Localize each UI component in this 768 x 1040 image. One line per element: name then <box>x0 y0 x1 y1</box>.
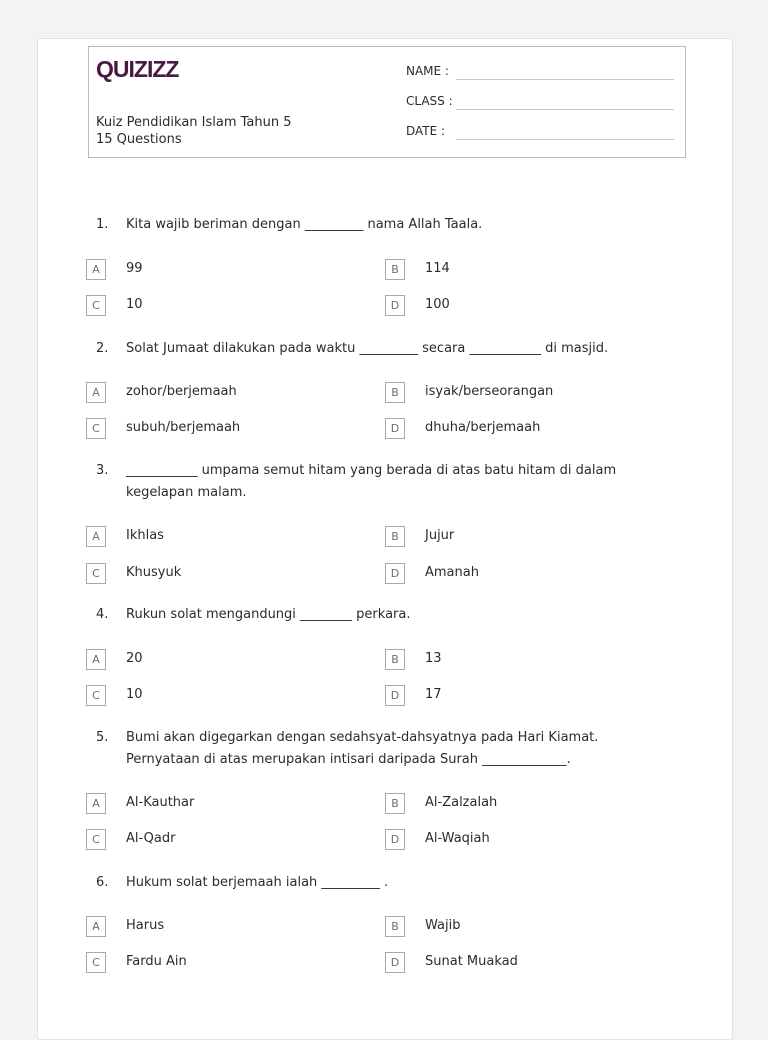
question-text <box>126 727 686 771</box>
option-text: 10 <box>126 687 143 702</box>
option-text: 114 <box>425 261 450 276</box>
option-text: 100 <box>425 297 450 312</box>
question-number: 6. <box>96 875 109 890</box>
option-letter-box: B <box>385 793 405 814</box>
option-letter-box: C <box>86 685 106 706</box>
question-number: 2. <box>96 341 109 356</box>
option-letter-box: A <box>86 259 106 280</box>
option-text: 20 <box>126 651 143 666</box>
date-label: DATE : <box>406 124 446 138</box>
worksheet-header <box>88 46 686 158</box>
option-text: 99 <box>126 261 143 276</box>
class-label: CLASS : <box>406 94 453 108</box>
option-text: Al-Zalzalah <box>425 795 498 810</box>
option-letter-box: B <box>385 382 405 403</box>
question-number: 4. <box>96 607 109 622</box>
option-letter-box: D <box>385 829 405 850</box>
option-text: 13 <box>425 651 442 666</box>
option-text: Khusyuk <box>126 565 182 580</box>
question-number: 1. <box>96 217 109 232</box>
question-text: Solat Jumaat dilakukan pada waktu _________ secara ___________ di masjid. <box>126 341 609 356</box>
option-letter-box: A <box>86 916 106 937</box>
option-letter-box: D <box>385 563 405 584</box>
question-text-line-1: Bumi akan digegarkan dengan sedahsyat-dahsyatnya pada Hari Kiamat. <box>126 730 599 745</box>
option-text: Amanah <box>425 565 479 580</box>
name-line[interactable] <box>456 79 674 80</box>
option-letter-box: D <box>385 952 405 973</box>
option-letter-box: C <box>86 418 106 439</box>
option-text: Sunat Muakad <box>425 954 518 969</box>
option-letter-box: A <box>86 793 106 814</box>
name-field[interactable] <box>406 64 449 78</box>
date-field[interactable] <box>406 124 445 138</box>
worksheet-page <box>37 38 733 1040</box>
option-letter-box: C <box>86 952 106 973</box>
option-text: 17 <box>425 687 442 702</box>
question-count: 15 Questions <box>96 132 182 147</box>
option-text: Al-Waqiah <box>425 831 490 846</box>
option-text: isyak/berseorangan <box>425 384 554 399</box>
option-text: Al-Kauthar <box>126 795 195 810</box>
option-text: Jujur <box>425 528 455 543</box>
question-text: Hukum solat berjemaah ialah _________ . <box>126 875 389 890</box>
option-text: Ikhlas <box>126 528 164 543</box>
option-letter-box: A <box>86 649 106 670</box>
option-letter-box: B <box>385 916 405 937</box>
quiz-title: Kuiz Pendidikan Islam Tahun 5 <box>96 115 292 130</box>
option-letter-box: B <box>385 259 405 280</box>
option-letter-box: D <box>385 685 405 706</box>
option-letter-box: C <box>86 295 106 316</box>
option-text: Fardu Ain <box>126 954 187 969</box>
option-text: dhuha/berjemaah <box>425 420 541 435</box>
question-text: ___________ umpama semut hitam yang berada di atas batu hitam di dalam kegelapan malam. <box>126 463 617 500</box>
question-number: 5. <box>96 730 109 745</box>
option-letter-box: C <box>86 563 106 584</box>
option-text: subuh/berjemaah <box>126 420 241 435</box>
option-text: 10 <box>126 297 143 312</box>
option-letter-box: D <box>385 295 405 316</box>
question-text: Rukun solat mengandungi ________ perkara. <box>126 607 411 622</box>
option-text: Al-Qadr <box>126 831 176 846</box>
option-letter-box: A <box>86 382 106 403</box>
option-text: zohor/berjemaah <box>126 384 237 399</box>
question-text-line-2: Pernyataan di atas merupakan intisari daripada Surah _____________. <box>126 752 571 767</box>
class-field[interactable] <box>406 94 453 108</box>
option-letter-box: A <box>86 526 106 547</box>
option-text: Wajib <box>425 918 461 933</box>
date-line[interactable] <box>456 139 674 140</box>
option-letter-box: D <box>385 418 405 439</box>
option-letter-box: B <box>385 649 405 670</box>
question-number: 3. <box>96 463 109 478</box>
name-label: NAME : <box>406 64 449 78</box>
option-text: Harus <box>126 918 165 933</box>
class-line[interactable] <box>456 109 674 110</box>
option-letter-box: B <box>385 526 405 547</box>
question-text: Kita wajib beriman dengan _________ nama Allah Taala. <box>126 217 483 232</box>
logo-text: QUIZIZZ <box>96 56 179 82</box>
option-letter-box: C <box>86 829 106 850</box>
quizizz-logo <box>96 56 178 83</box>
